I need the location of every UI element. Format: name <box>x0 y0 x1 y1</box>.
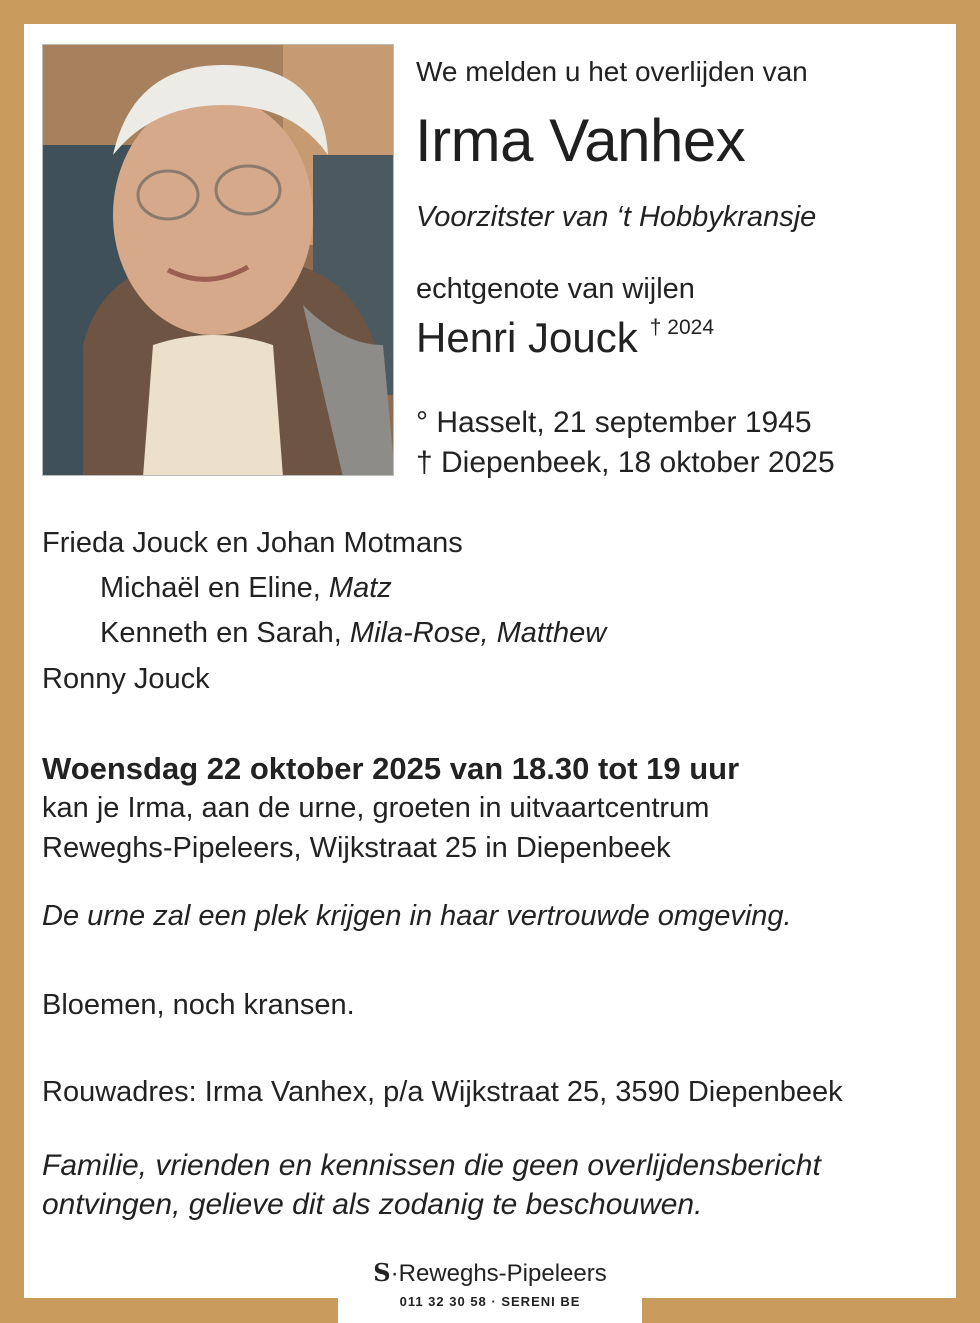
deceased-role: Voorzitster van ‘t Hobbykransje <box>416 201 817 233</box>
spouse-line <box>416 314 714 362</box>
family-line <box>42 663 210 696</box>
visitation-line-2: Reweghs-Pipeleers, Wijkstraat 25 in Diepenbeek <box>42 832 671 864</box>
deceased-name: Irma Vanhex <box>415 107 746 174</box>
funeral-home-name: ·Reweghs-Pipeleers <box>390 1260 607 1287</box>
family-names: Frieda Jouck en Johan Motmans <box>42 527 463 559</box>
urn-note: De urne zal een plek krijgen in haar vertrouwde omgeving. <box>42 900 792 932</box>
family-children: Matz <box>328 572 392 604</box>
family-line <box>100 617 606 650</box>
funeral-home-logo <box>0 1258 980 1288</box>
notice-line-1: Familie, vrienden en kennissen die geen overlijdensbericht <box>42 1149 821 1182</box>
portrait-photo <box>42 44 394 476</box>
flowers-note: Bloemen, noch kransen. <box>42 989 355 1021</box>
condolence-address: Rouwadres: Irma Vanhex, p/a Wijkstraat 25, 3590 Diepenbeek <box>42 1076 843 1108</box>
funeral-home-contact: 011 32 30 58 · SERENI BE <box>399 1294 581 1309</box>
family-line <box>42 527 463 560</box>
family-line <box>100 572 392 605</box>
family-names: Ronny Jouck <box>42 663 210 695</box>
family-names: Michaël en Eline, <box>100 572 329 604</box>
notice-line-2: ontvingen, gelieve dit als zodanig te beschouwen. <box>42 1188 703 1221</box>
family-children: Mila-Rose, Matthew <box>349 617 607 649</box>
death-date: † Diepenbeek, 18 oktober 2025 <box>416 446 835 479</box>
logo-letter: S <box>373 1258 391 1287</box>
spouse-prefix: echtgenote van wijlen <box>416 273 695 305</box>
family-names: Kenneth en Sarah, <box>100 617 350 649</box>
visitation-time: Woensdag 22 oktober 2025 van 18.30 tot 19 uur <box>42 751 740 786</box>
spouse-name: Henri Jouck <box>416 314 638 361</box>
spouse-death-year: † 2024 <box>649 316 714 339</box>
visitation-line-1: kan je Irma, aan de urne, groeten in uitvaartcentrum <box>42 792 710 824</box>
announcement-text: We melden u het overlijden van <box>416 56 808 87</box>
birth-date: ° Hasselt, 21 september 1945 <box>416 406 812 439</box>
